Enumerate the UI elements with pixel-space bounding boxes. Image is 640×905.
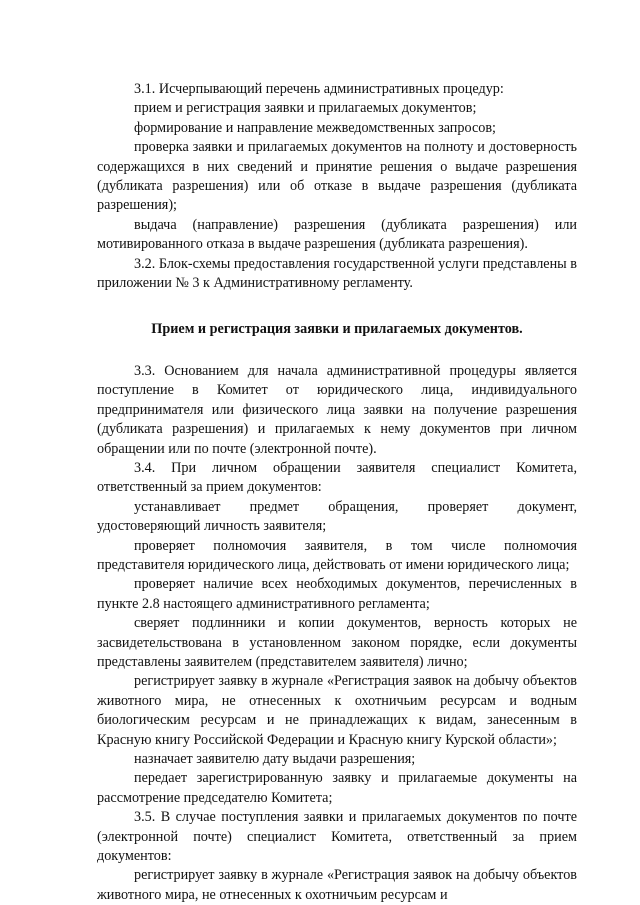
- paragraph-procedure-issuance: выдача (направление) разрешения (дубликата разрешения) или мотивированного отказа в выдаче разрешения (дубликата разрешения).: [97, 216, 577, 253]
- paragraph-procedure-verification: проверка заявки и прилагаемых документов на полноту и достоверность содержащихся в них сведений и принятие решения о выдаче разрешения (дубликата разрешения) или об отказе в выдаче разрешения (дубликата разрешения);: [97, 139, 577, 214]
- paragraph-registers-application: регистрирует заявку в журнале «Регистрация заявок на добычу объектов животного мира, не отнесенных к охотничьим ресурсам и водным биологическим ресурсам и не принадлежащих к видам, занесенным в Красную книгу Российской Федерации и Красную книгу Курской области»;: [97, 673, 577, 748]
- paragraph-checks-authority: проверяет полномочия заявителя, в том числе полномочия представителя юридического лица, действовать от имени юридического лица;: [97, 537, 577, 573]
- paragraph-checks-documents: проверяет наличие всех необходимых документов, перечисленных в пункте 2.8 настоящего административного регламента;: [97, 576, 577, 612]
- paragraph-3-2: 3.2. Блок-схемы предоставления государственной услуги представлены в приложении № 3 к Административному регламенту.: [97, 255, 577, 292]
- section-heading: Прием и регистрация заявки и прилагаемых документов.: [151, 321, 523, 338]
- paragraph-compares-originals: сверяет подлинники и копии документов, верность которых не засвидетельствована в установленном законом порядке, если документы представлены заявителем (представителем заявителя) лично;: [97, 615, 577, 670]
- paragraph-establishes-subject: устанавливает предмет обращения, проверяет документ, удостоверяющий личность заявителя;: [97, 498, 577, 535]
- paragraph-3-5: 3.5. В случае поступления заявки и прилагаемых документов по почте (электронной почте) специалист Комитета, ответственный за прием документов:: [97, 809, 577, 865]
- paragraph-registers-mail-application: регистрирует заявку в журнале «Регистрация заявок на добычу объектов животного мира, не отнесенных к охотничьим ресурсам и: [97, 867, 577, 903]
- paragraph-3-3: 3.3. Основанием для начала административной процедуры является поступление в Комитет от юридического лица, индивидуального предпринимателя или физического лица заявки на получение разрешения (дубликата разрешения) и прилагаемых к нему документов при личном обращении или по почте (электронной почте).: [97, 362, 577, 457]
- paragraph-3-1: 3.1. Исчерпывающий перечень административных процедур:: [134, 81, 504, 97]
- paragraph-3-4: 3.4. При личном обращении заявителя специалист Комитета, ответственный за прием документов:: [97, 459, 577, 496]
- paragraph-assigns-date: назначает заявителю дату выдачи разрешения;: [134, 751, 416, 767]
- paragraph-procedure-requests: формирование и направление межведомственных запросов;: [134, 119, 496, 136]
- paragraph-procedure-reception: прием и регистрация заявки и прилагаемых документов;: [134, 100, 477, 117]
- paragraph-transfers-application: передает зарегистрированную заявку и прилагаемые документы на рассмотрение председателю Комитета;: [97, 770, 577, 806]
- document-page: [97, 80, 577, 905]
